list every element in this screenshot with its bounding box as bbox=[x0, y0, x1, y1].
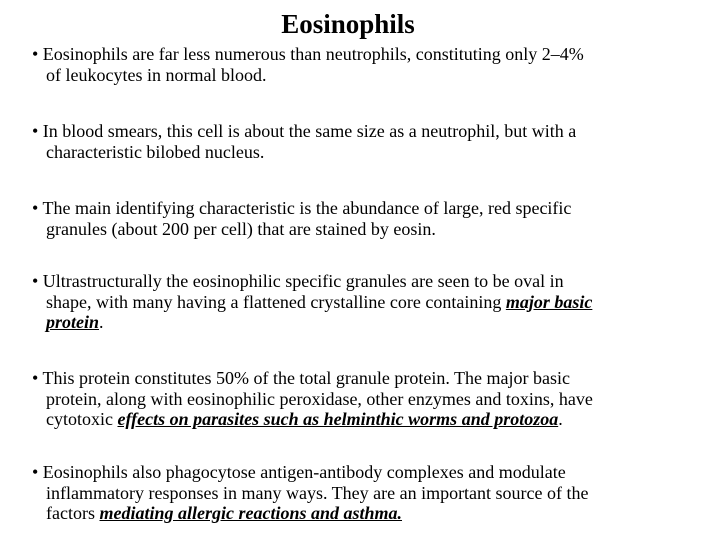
bullet-line bbox=[32, 503, 700, 524]
bullet-line: inflammatory responses in many ways. They are an important source of the bbox=[46, 482, 589, 503]
bullet-text: . bbox=[558, 409, 563, 429]
bullet-cell-size bbox=[32, 121, 700, 162]
slide-title: Eosinophils bbox=[281, 9, 415, 39]
bullet-text: cytotoxic bbox=[46, 409, 118, 429]
bullet-text: shape, with many having a flattened crystalline core containing bbox=[46, 291, 506, 312]
bullet-line: • This protein constitutes 50% of the total granule protein. The major basic bbox=[32, 368, 571, 388]
bullet-line: • Eosinophils also phagocytose antigen-antibody complexes and modulate bbox=[32, 462, 566, 482]
bullet-text: . bbox=[99, 312, 104, 332]
emphasis-protein: protein bbox=[46, 312, 100, 332]
emphasis-allergic: mediating allergic reactions and asthma. bbox=[99, 503, 403, 523]
bullet-eosinophil-count bbox=[32, 44, 700, 85]
bullet-line bbox=[32, 312, 700, 333]
bullet-phagocytosis bbox=[32, 462, 700, 524]
bullet-line: • Ultrastructurally the eosinophilic specific granules are seen to be oval in bbox=[32, 271, 564, 291]
bullet-line bbox=[32, 292, 700, 313]
bullet-protein-function bbox=[32, 368, 700, 430]
bullet-line: • Eosinophils are far less numerous than neutrophils, constituting only 2–4% bbox=[32, 44, 584, 64]
bullet-granules bbox=[32, 198, 700, 239]
bullet-line: • In blood smears, this cell is about the same size as a neutrophil, but with a bbox=[32, 121, 577, 141]
bullet-line: characteristic bilobed nucleus. bbox=[46, 141, 265, 162]
emphasis-parasites: effects on parasites such as helminthic worms and protozoa bbox=[117, 409, 559, 429]
bullet-line: • The main identifying characteristic is the abundance of large, red specific bbox=[32, 198, 572, 218]
bullet-ultrastructure bbox=[32, 271, 700, 333]
bullet-line bbox=[32, 409, 700, 430]
bullet-line: granules (about 200 per cell) that are stained by eosin. bbox=[46, 218, 436, 239]
bullet-line: protein, along with eosinophilic peroxidase, other enzymes and toxins, have bbox=[46, 388, 593, 409]
emphasis-major-basic: major basic bbox=[505, 291, 593, 312]
bullet-line: of leukocytes in normal blood. bbox=[46, 64, 267, 85]
bullet-text: factors bbox=[46, 503, 100, 523]
